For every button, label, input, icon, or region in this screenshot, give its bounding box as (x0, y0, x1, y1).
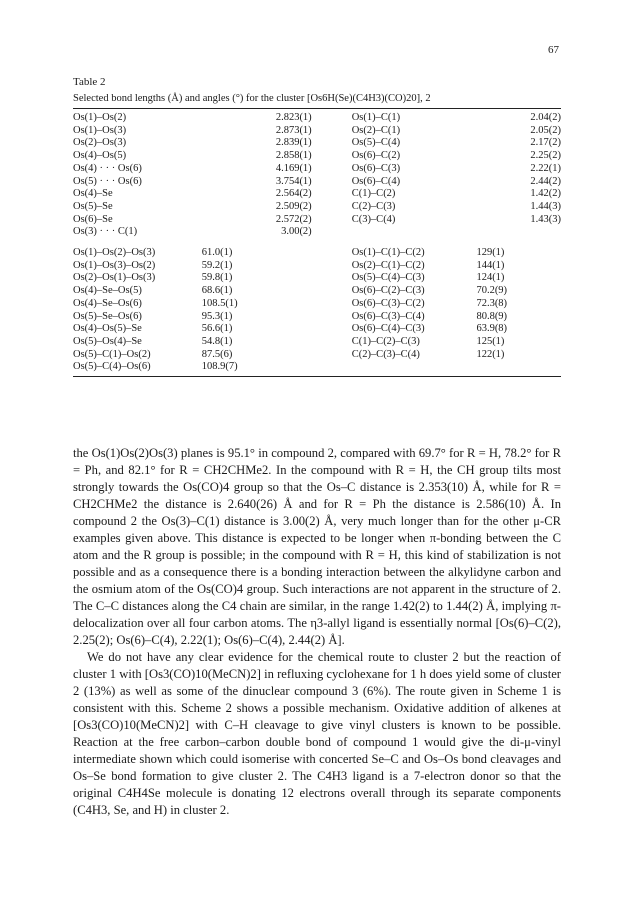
bond-label: Os(1)–Os(2) (73, 112, 127, 123)
bond-value: 2.25(2) (530, 150, 561, 162)
bond-label (352, 361, 471, 374)
bond-angle-row (73, 311, 561, 324)
bond-label: Os(2)–C(1)–C(2) (351, 259, 425, 271)
bond-value: 2.509(2) (275, 200, 312, 212)
bond-value: 144(1) (476, 259, 505, 271)
bond-length-row (73, 112, 561, 125)
bond-value: 80.8(9) (476, 310, 508, 322)
bond-value: 4.169(1) (275, 162, 312, 174)
bond-label: C(2)–C(3) (351, 200, 396, 212)
bond-value: 108.9(7) (201, 361, 238, 373)
bond-label: Os(4)–Os(5)–Se (73, 323, 142, 335)
bond-value (470, 361, 561, 374)
bond-label: Os(2)–C(1) (351, 124, 401, 136)
bond-value: 56.6(1) (201, 323, 233, 335)
bond-angle-row (73, 349, 561, 362)
bond-value: 1.44(3) (530, 200, 561, 212)
bond-value: 2.564(2) (275, 188, 312, 200)
table-section-spacer (73, 239, 561, 247)
bond-length-row (73, 150, 561, 163)
bond-value: 2.873(1) (275, 124, 312, 136)
bond-length-row (73, 214, 561, 227)
table-label: Table 2 (73, 76, 106, 88)
bond-label: Os(4) · · · Os(6) (73, 162, 142, 174)
bond-value: 3.00(2) (281, 226, 312, 238)
paragraph-1: the Os(1)Os(2)Os(3) planes is 95.1° in compound 2, compared with 69.7° for R = H, 78.2° for R = Ph, and 82.1° for R = CH2CHMe2. In the compound with R = H, the CH group tilts most strongly towards the Os(CO)4 group so that the Os–C distance is 2.353(10) Å, while for R = CH2CHMe2 the distance is 2.640(26) Å and for R = Ph the distance is 2.586(10) Å. In compound 2 the Os(3)–C(1) distance is 3.00(2) Å, very much longer than for the other μ-CR examples given above. This distance is expected to be longer when π-bonding between the C atom and the R group is possible; in the compound with R = H, this kind of stabilization is not possible and as a consequence there is a bonding interaction between the alkylidyne carbon and the osmium atom of the Os(CO)4 group. Such interactions are not apparent in the structure of 2. The C–C distances along the C4 chain are similar, in the range 1.42(2) to 1.44(2) Å, implying π-delocalization over all four carbon atoms. The η3-allyl ligand is essentially normal [Os(6)–C(2), 2.25(2); Os(6)–C(4), 2.22(1); Os(6)–C(4), 2.44(2) Å]. (73, 446, 561, 647)
bond-label: Os(5)–C(4)–Os(6) (73, 361, 151, 373)
bond-length-row (73, 226, 561, 239)
bond-label: Os(5)–C(4)–C(3) (351, 272, 425, 284)
bond-value: 59.8(1) (201, 272, 233, 284)
bond-label: Os(5)–C(1)–Os(2) (73, 348, 151, 360)
bond-angle-row (73, 260, 561, 273)
bond-label: C(1)–C(2)–C(3) (351, 335, 420, 347)
bond-label: Os(5) · · · Os(6) (73, 175, 142, 187)
bond-value: 2.823(1) (275, 112, 312, 123)
bond-value: 3.754(1) (275, 175, 312, 187)
bond-label: Os(1)–Os(3)–Os(2) (73, 259, 156, 271)
bond-value: 1.42(2) (530, 188, 561, 200)
bond-label: Os(6)–C(4) (351, 175, 401, 187)
bond-length-row (73, 137, 561, 150)
bond-label: C(1)–C(2) (351, 188, 396, 200)
bond-label: Os(5)–Se (73, 200, 113, 212)
bond-value: 68.6(1) (201, 285, 233, 297)
bond-value: 61.0(1) (201, 247, 233, 259)
bond-value: 1.43(3) (530, 213, 561, 225)
bond-value: 108.5(1) (201, 297, 238, 309)
bond-angle-row (73, 361, 561, 374)
table-top-rule (73, 108, 561, 109)
bond-label: Os(2)–Os(3) (73, 137, 127, 149)
bond-label (352, 226, 471, 239)
bond-table (73, 112, 561, 374)
bond-angle-row (73, 247, 561, 260)
bond-length-row (73, 163, 561, 176)
bond-label: Os(6)–C(3)–C(4) (351, 310, 425, 322)
bond-label: Os(1)–Os(2)–Os(3) (73, 247, 156, 259)
bond-label: Os(6)–Se (73, 213, 113, 225)
bond-value: 2.17(2) (530, 137, 561, 149)
paragraph-2: We do not have any clear evidence for the chemical route to cluster 2 but the reaction of cluster 1 with [Os3(CO)10(MeCN)2] in refluxing cyclohexane for 1 h does yield some of cluster 2 (13%) as well as some of the dinuclear compound 3 (6%). The route given in Scheme 1 is consistent with this. Scheme 2 shows a possible mechanism. Oxidative addition of alkenes at [Os3(CO)10(MeCN)2] with C–H cleavage to give vinyl clusters is known to be possible. Reaction at the free carbon–carbon double bond of compound 1 would give the di-μ-vinyl intermediate shown which could isomerise with concerted Se–C and Os–Os bond cleavages and Os–Se bond formation to give cluster 2. The C4H3 ligand is a 7-electron donor so that the original C4H4Se molecule is donating 12 electrons overall through its separate components (C4H3, Se, and H) in cluster 2. (73, 650, 561, 817)
bond-label: Os(5)–Se–Os(6) (73, 310, 142, 322)
bond-label: Os(1)–C(1)–C(2) (351, 247, 425, 259)
bond-label: Os(6)–C(2)–C(3) (351, 285, 425, 297)
bond-label: Os(4)–Se (73, 188, 113, 200)
bond-label: Os(4)–Se–Os(5) (73, 285, 142, 297)
bond-label: Os(1)–C(1) (351, 112, 401, 123)
bond-value: 2.22(1) (530, 162, 561, 174)
bond-value: 124(1) (476, 272, 505, 284)
bond-angle-row (73, 298, 561, 311)
bond-label: C(2)–C(3)–C(4) (351, 348, 420, 360)
bond-value: 122(1) (476, 348, 505, 360)
bond-value: 95.3(1) (201, 310, 233, 322)
bond-label: Os(6)–C(3) (351, 162, 401, 174)
table-bottom-rule (73, 376, 561, 377)
bond-value: 70.2(9) (476, 285, 508, 297)
bond-value: 63.9(8) (476, 323, 508, 335)
bond-label: Os(4)–Os(5) (73, 150, 127, 162)
bond-value: 72.3(8) (476, 297, 508, 309)
bond-label: Os(4)–Se–Os(6) (73, 297, 142, 309)
bond-angle-row (73, 272, 561, 285)
bond-label: Os(2)–Os(1)–Os(3) (73, 272, 156, 284)
bond-label: Os(6)–C(2) (351, 150, 401, 162)
bond-value: 2.05(2) (530, 124, 561, 136)
bond-label: Os(3) · · · C(1) (73, 226, 138, 238)
bond-angle-row (73, 323, 561, 336)
bond-label: C(3)–C(4) (351, 213, 396, 225)
bond-length-row (73, 201, 561, 214)
bond-value: 2.44(2) (530, 175, 561, 187)
bond-value (470, 226, 561, 239)
bond-length-row (73, 125, 561, 138)
bond-value: 59.2(1) (201, 259, 233, 271)
bond-value: 125(1) (476, 335, 505, 347)
bond-value: 129(1) (476, 247, 505, 259)
bond-label: Os(6)–C(4)–C(3) (351, 323, 425, 335)
table-caption: Selected bond lengths (Å) and angles (°) for the cluster [Os6H(Se)(C4H3)(CO)20], 2 (73, 93, 431, 104)
page-number: 67 (548, 44, 559, 56)
bond-value: 87.5(6) (201, 348, 233, 360)
bond-length-row (73, 176, 561, 189)
bond-value: 2.572(2) (275, 213, 312, 225)
bond-angle-row (73, 285, 561, 298)
bond-value: 2.858(1) (275, 150, 312, 162)
bond-value: 2.839(1) (275, 137, 312, 149)
bond-label: Os(1)–Os(3) (73, 124, 127, 136)
bond-value: 54.8(1) (201, 335, 233, 347)
bond-label: Os(6)–C(3)–C(2) (351, 297, 425, 309)
bond-label: Os(5)–Os(4)–Se (73, 335, 142, 347)
bond-angle-row (73, 336, 561, 349)
bond-value: 2.04(2) (530, 112, 561, 123)
table-2 (73, 76, 561, 377)
bond-label: Os(5)–C(4) (351, 137, 401, 149)
bond-length-row (73, 188, 561, 201)
body-text (73, 445, 561, 819)
spacer-cell (73, 239, 561, 247)
